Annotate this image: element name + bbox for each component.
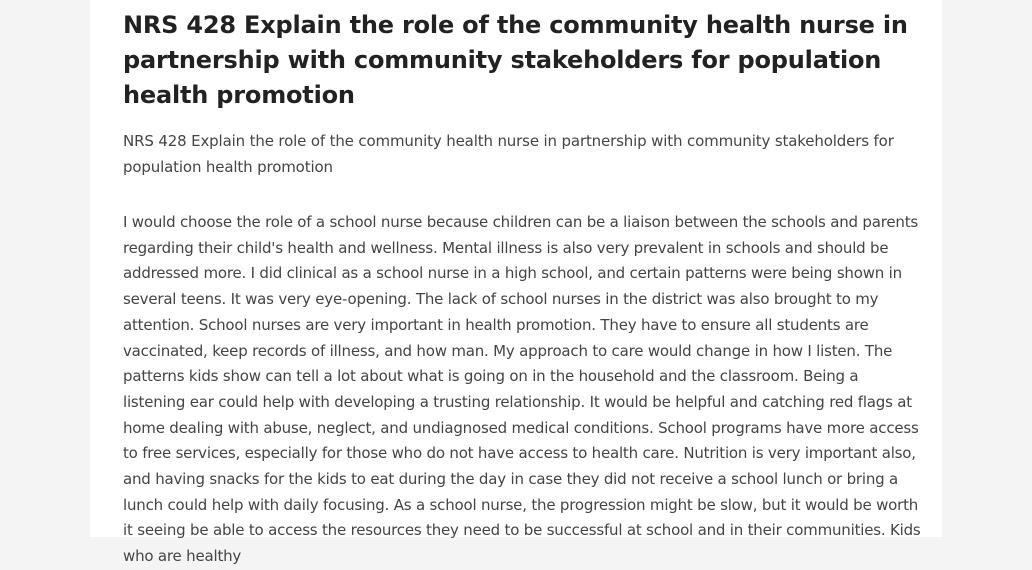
article-content bbox=[123, 8, 923, 570]
article-title: NRS 428 Explain the role of the community health nurse in partnership with community stakeholders for population health promotion bbox=[123, 11, 908, 109]
article-body: I would choose the role of a school nurse because children can be a liaison between the schools and parents regarding their child's health and wellness. Mental illness is also very prevalent in schools and should be addressed more. I did clinical as a school nurse in a high school, and certain patterns were being shown in several teens. It was very eye-opening. The lack of school nurses in the district was also brought to my attention. School nurses are very important in health promotion. They have to ensure all students are vaccinated, keep records of illness, and how man. My approach to care would change in how I listen. The patterns kids show can tell a lot about what is going on in the household and the classroom. Being a listening ear could help with developing a trusting relationship. It would be helpful and catching red flags at home dealing with abuse, neglect, and undiagnosed medical conditions. School programs have more access to free services, especially for those who do not have access to health care. Nutrition is very important also, and having snacks for the kids to eat during the day in case they did not receive a school lunch or bring a lunch could help with daily focusing. As a school nurse, the progression might be slow, but it would be worth it seeing be able to access the resources they need to be successful at school and in their communities. Kids who are healthy bbox=[123, 213, 921, 566]
article-page bbox=[90, 0, 942, 566]
article-subtitle: NRS 428 Explain the role of the community health nurse in partnership with community stakeholders for population health promotion bbox=[123, 132, 894, 176]
